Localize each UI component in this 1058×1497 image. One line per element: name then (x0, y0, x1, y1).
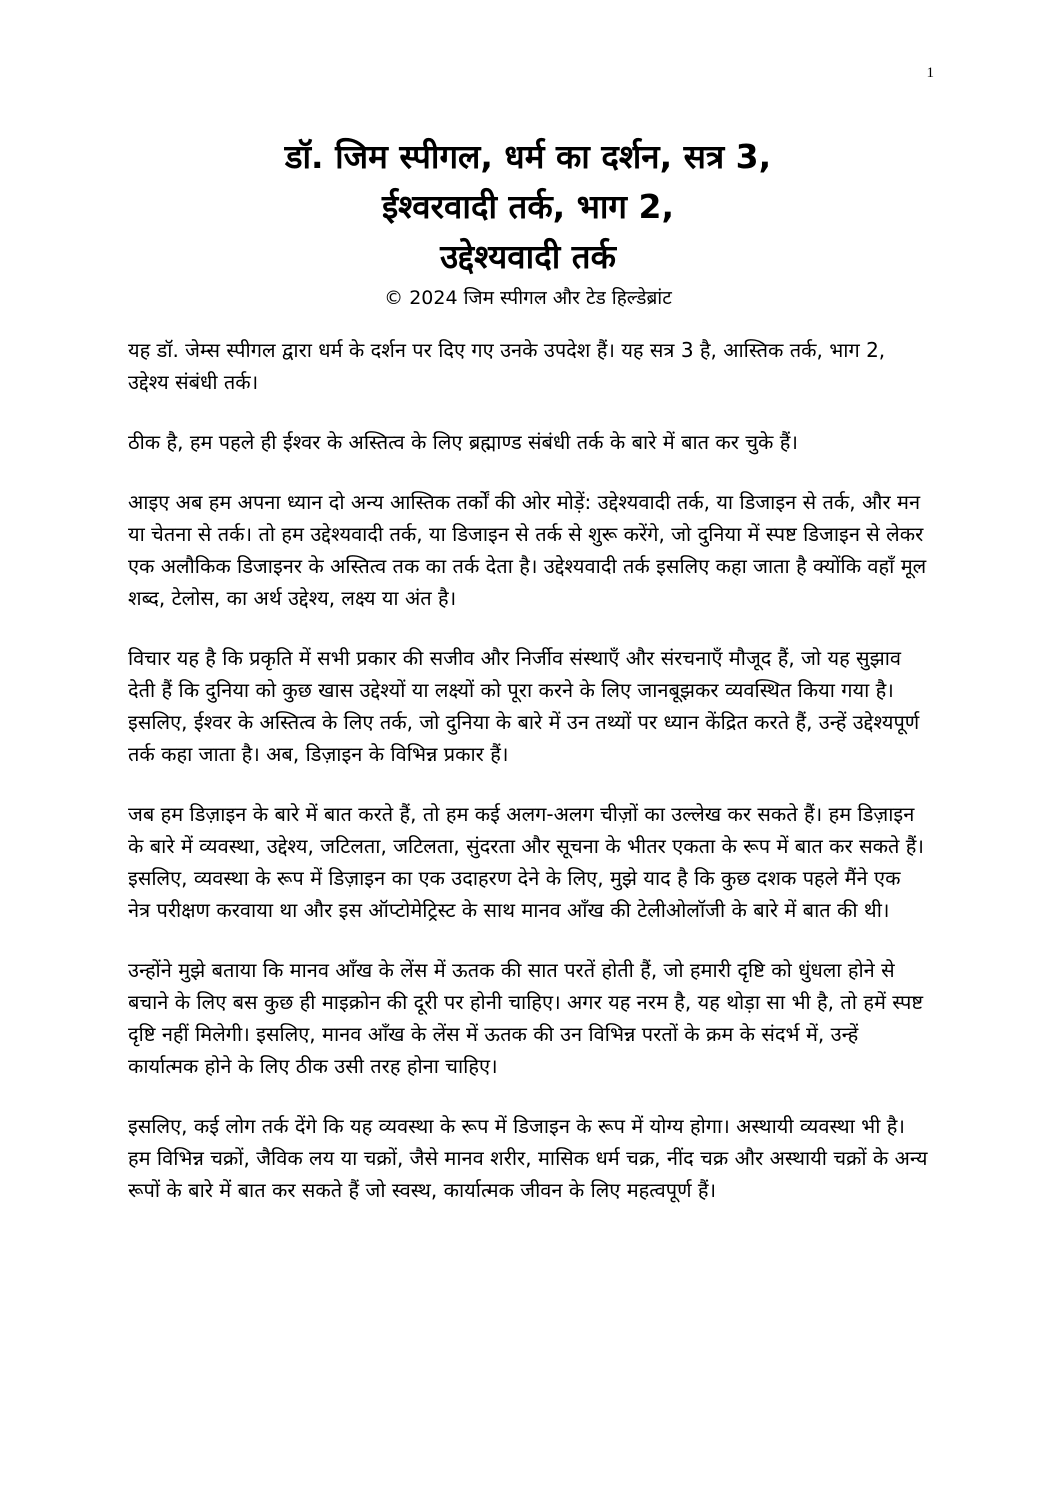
paragraph-1: यह डॉ. जेम्स स्पीगल द्वारा धर्म के दर्शन पर दिए गए उनके उपदेश हैं। यह सत्र 3 है, आस्तिक तर्क, भाग 2, उद्देश्य संबंधी तर्क। (128, 338, 886, 394)
copyright-notice: © 2024 जिम स्पीगल और टेड हिल्डेब्रांट (384, 287, 672, 309)
page-title-line-2: ईश्वरवादी तर्क, भाग 2, (381, 187, 675, 226)
title-block (128, 132, 928, 312)
paragraph-2: ठीक है, हम पहले ही ईश्वर के अस्तित्व के लिए ब्रह्माण्ड संबंधी तर्क के बारे में बात कर चुके हैं। (128, 430, 798, 454)
page-title-line-1: डॉ. जिम स्पीगल, धर्म का दर्शन, सत्र 3, (284, 137, 772, 176)
body-text (128, 334, 928, 1234)
page-title-line-3: उद्देश्यवादी तर्क (440, 237, 616, 276)
paragraph-6: उन्होंने मुझे बताया कि मानव आँख के लेंस में ऊतक की सात परतें होती हैं, जो हमारी दृष्टि को धुंधला होने से बचाने के लिए बस कुछ ही माइक्रोन की दूरी पर होनी चाहिए। अगर यह नरम है, यह थोड़ा सा भी है, तो हमें स्पष्ट दृष्टि नहीं मिलेगी। इसलिए, मानव आँख के लेंस में ऊतक की उन विभिन्न परतों के क्रम के संदर्भ में, उन्हें कार्यात्मक होने के लिए ठीक उसी तरह होना चाहिए। (128, 958, 924, 1078)
paragraph-7: इसलिए, कई लोग तर्क देंगे कि यह व्यवस्था के रूप में डिजाइन के रूप में योग्य होगा। अस्थायी व्यवस्था भी है। हम विभिन्न चक्रों, जैविक लय या चक्रों, जैसे मानव शरीर, मासिक धर्म चक्र, नींद चक्र और अस्थायी चक्रों के अन्य रूपों के बारे में बात कर सकते हैं जो स्वस्थ, कार्यात्मक जीवन के लिए महत्वपूर्ण हैं। (128, 1114, 928, 1202)
paragraph-5: जब हम डिज़ाइन के बारे में बात करते हैं, तो हम कई अलग-अलग चीज़ों का उल्लेख कर सकते हैं। हम डिज़ाइन के बारे में व्यवस्था, उद्देश्य, जटिलता, जटिलता, सुंदरता और सूचना के भीतर एकता के रूप में बात कर सकते हैं। इसलिए, व्यवस्था के रूप में डिज़ाइन का एक उदाहरण देने के लिए, मुझे याद है कि कुछ दशक पहले मैंने एक नेत्र परीक्षण करवाया था और इस ऑप्टोमेट्रिस्ट के साथ मानव आँख की टेलीओलॉजी के बारे में बात की थी। (128, 802, 924, 922)
paragraph-3: आइए अब हम अपना ध्यान दो अन्य आस्तिक तर्कों की ओर मोड़ें: उद्देश्यवादी तर्क, या डिजाइन से तर्क, और मन या चेतना से तर्क। तो हम उद्देश्यवादी तर्क, या डिजाइन से तर्क से शुरू करेंगे, जो दुनिया में स्पष्ट डिजाइन से लेकर एक अलौकिक डिजाइनर के अस्तित्व तक का तर्क देता है। उद्देश्यवादी तर्क इसलिए कहा जाता है क्योंकि वहाँ मूल शब्द, टेलोस, का अर्थ उद्देश्य, लक्ष्य या अंत है। (128, 490, 927, 610)
page-number: 1 (926, 65, 934, 81)
paragraph-4: विचार यह है कि प्रकृति में सभी प्रकार की सजीव और निर्जीव संस्थाएँ और संरचनाएँ मौजूद हैं, जो यह सुझाव देती हैं कि दुनिया को कुछ खास उद्देश्यों या लक्ष्यों को पूरा करने के लिए जानबूझकर व्यवस्थित किया गया है। इसलिए, ईश्वर के अस्तित्व के लिए तर्क, जो दुनिया के बारे में उन तथ्यों पर ध्यान केंद्रित करते हैं, उन्हें उद्देश्यपूर्ण तर्क कहा जाता है। अब, डिज़ाइन के विभिन्न प्रकार हैं। (128, 646, 920, 766)
